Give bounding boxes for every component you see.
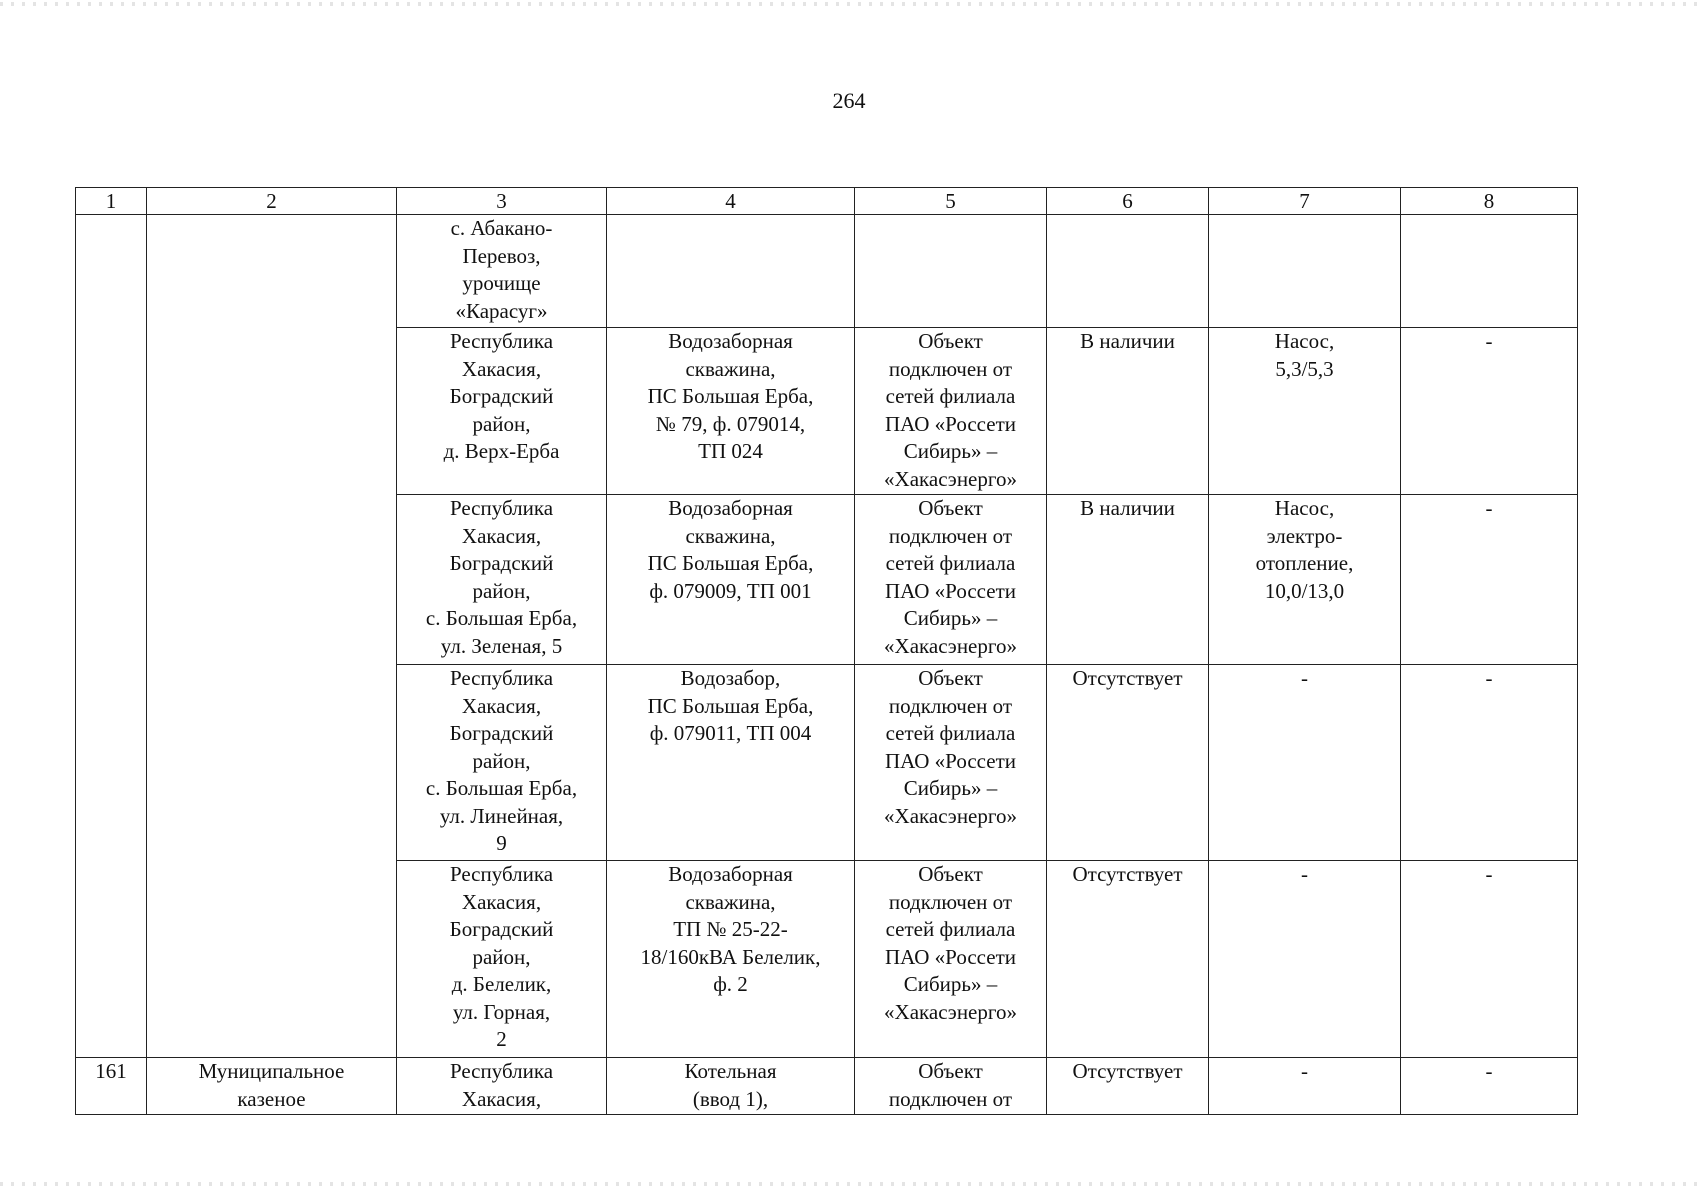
cell-object: Водозаборная скважина, ПС Большая Ерба, № 79, ф. 079014, ТП 024	[607, 328, 855, 495]
cell-connection: Объект подключен от сетей филиала ПАО «Россети Сибирь» – «Хакасэнерго»	[855, 495, 1047, 665]
column-header: 5	[855, 188, 1047, 215]
scan-noise-bottom	[0, 1182, 1698, 1186]
cell-note	[1401, 215, 1578, 328]
cell-address: с. Абакано- Перевоз, урочище «Карасуг»	[397, 215, 607, 328]
cell-address: Республика Хакасия, Боградский район, д. Белелик, ул. Горная, 2	[397, 861, 607, 1058]
cell-address: Республика Хакасия, Боградский район, с. Большая Ерба, ул. Зеленая, 5	[397, 495, 607, 665]
cell-note: -	[1401, 665, 1578, 861]
cell-address: Республика Хакасия,	[397, 1058, 607, 1115]
table-row	[76, 215, 1578, 328]
cell-availability: В наличии	[1047, 328, 1209, 495]
cell-object: Водозабор, ПС Большая Ерба, ф. 079011, ТП 004	[607, 665, 855, 861]
cell-connection: Объект подключен от сетей филиала ПАО «Россети Сибирь» – «Хакасэнерго»	[855, 665, 1047, 861]
cell-equipment: -	[1209, 861, 1401, 1058]
cell-note: -	[1401, 1058, 1578, 1115]
cell-connection: Объект подключен от сетей филиала ПАО «Россети Сибирь» – «Хакасэнерго»	[855, 861, 1047, 1058]
scan-noise-top	[0, 2, 1698, 6]
cell-connection: Объект подключен от сетей филиала ПАО «Россети Сибирь» – «Хакасэнерго»	[855, 328, 1047, 495]
table-row	[76, 1058, 1578, 1115]
column-header: 6	[1047, 188, 1209, 215]
cell-equipment: Насос, 5,3/5,3	[1209, 328, 1401, 495]
cell-organization	[147, 215, 397, 1058]
cell-object	[607, 215, 855, 328]
cell-connection: Объект подключен от	[855, 1058, 1047, 1115]
cell-equipment: Насос, электро- отопление, 10,0/13,0	[1209, 495, 1401, 665]
column-header: 8	[1401, 188, 1578, 215]
cell-organization: Муниципальное казеное	[147, 1058, 397, 1115]
cell-availability: Отсутствует	[1047, 1058, 1209, 1115]
cell-availability	[1047, 215, 1209, 328]
cell-number: 161	[76, 1058, 147, 1115]
column-header: 4	[607, 188, 855, 215]
cell-availability: В наличии	[1047, 495, 1209, 665]
column-header: 1	[76, 188, 147, 215]
cell-equipment: -	[1209, 1058, 1401, 1115]
column-header: 3	[397, 188, 607, 215]
cell-note: -	[1401, 495, 1578, 665]
cell-address: Республика Хакасия, Боградский район, д. Верх-Ерба	[397, 328, 607, 495]
cell-number	[76, 215, 147, 1058]
cell-address: Республика Хакасия, Боградский район, с. Большая Ерба, ул. Линейная, 9	[397, 665, 607, 861]
page-number: 264	[832, 88, 866, 113]
cell-note: -	[1401, 861, 1578, 1058]
cell-object: Водозаборная скважина, ТП № 25-22- 18/160кВА Белелик, ф. 2	[607, 861, 855, 1058]
cell-equipment	[1209, 215, 1401, 328]
column-header: 2	[147, 188, 397, 215]
cell-object: Котельная (ввод 1),	[607, 1058, 855, 1115]
table-header-row	[76, 188, 1578, 215]
data-table	[75, 187, 1578, 1115]
cell-availability: Отсутствует	[1047, 861, 1209, 1058]
cell-equipment: -	[1209, 665, 1401, 861]
column-header: 7	[1209, 188, 1401, 215]
cell-connection	[855, 215, 1047, 328]
cell-object: Водозаборная скважина, ПС Большая Ерба, ф. 079009, ТП 001	[607, 495, 855, 665]
cell-note: -	[1401, 328, 1578, 495]
cell-availability: Отсутствует	[1047, 665, 1209, 861]
